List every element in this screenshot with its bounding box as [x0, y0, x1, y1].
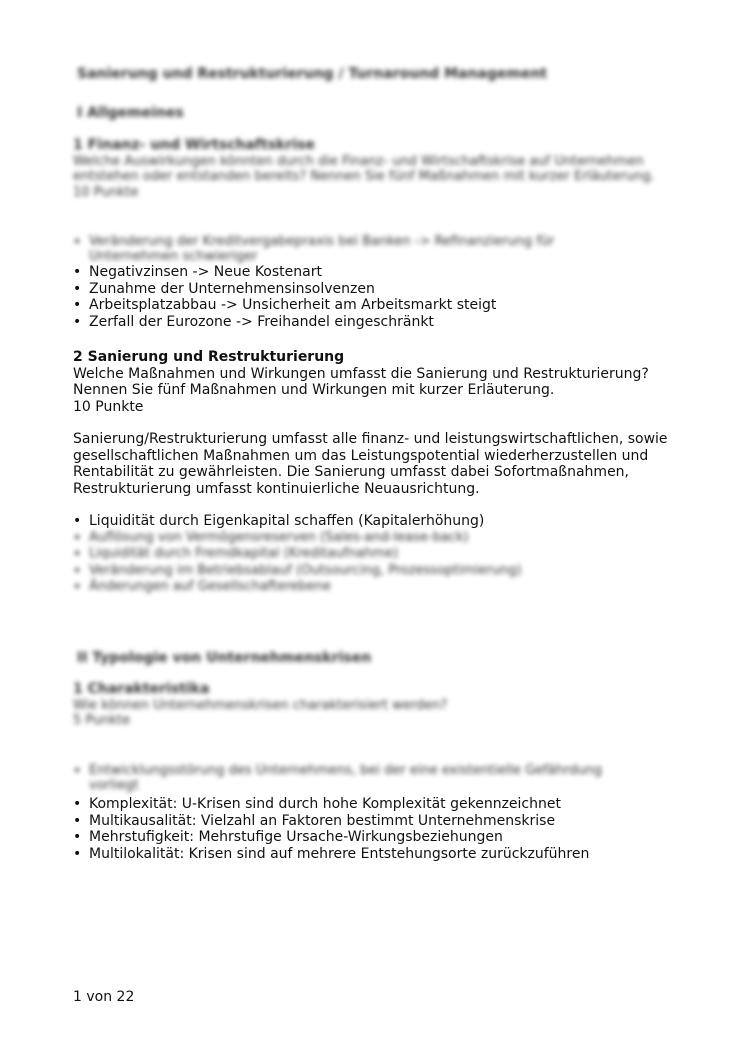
section1-question: Welche Auswirkungen könnten durch die Finanz- und Wirtschaftskrise auf Unternehmen entstehen oder entstanden bereits? Nennen Sie fünf Maßnahmen mit kurzer Erläuterung.	[73, 153, 655, 184]
part2-bullet-list	[73, 764, 673, 862]
answer-line: Restrukturierung umfasst kontinuierliche Neuausrichtung.	[73, 480, 480, 497]
section2-block	[73, 349, 673, 415]
part2-section1-question: Wie können Unternehmenskrisen charakterisiert werden?	[73, 697, 448, 713]
part2-section1-block	[73, 682, 673, 729]
list-item: • Entwicklungsstörung des Unternehmens, bei der eine existentielle Gefährdung vorliegt	[73, 764, 649, 793]
section1-points: 10 Punkte	[73, 184, 139, 200]
list-item: • Mehrstufigkeit: Mehrstufige Ursache-Wirkungsbeziehungen	[73, 829, 673, 846]
part2-section1-heading: 1 Charakteristika	[73, 681, 210, 697]
list-item: • Änderungen auf Gesellschafterebene	[73, 579, 673, 596]
part2-section1-points: 5 Punkte	[73, 713, 131, 728]
list-item: • Auflösung von Vermögensreserven (Sales-and-lease-back)	[73, 530, 673, 547]
list-item: • Komplexität: U-Krisen sind durch hohe Komplexität gekennzeichnet	[73, 796, 673, 813]
section1-heading: 1 Finanz- und Wirtschaftskrise	[73, 137, 315, 153]
section1-block	[73, 137, 673, 201]
answer-line: gesellschaftlichen Maßnahmen um das Leistungspotential wiederherzustellen und	[73, 447, 649, 464]
list-item: • Zerfall der Eurozone -> Freihandel eingeschränkt	[73, 314, 673, 331]
page-number: 1 von 22	[73, 989, 135, 1005]
list-item: • Veränderung der Kreditvergabepraxis bei Banken -> Refinanzierung für Unternehmen schwieriger	[73, 235, 619, 264]
section2-question-line2: Nennen Sie fünf Maßnahmen und Wirkungen mit kurzer Erläuterung.	[73, 382, 555, 398]
section1-bullet-list	[73, 235, 673, 330]
answer-line: Rentabilität zu gewährleisten. Die Sanierung umfasst dabei Sofortmaßnahmen,	[73, 464, 630, 480]
section2-question-line1: Welche Maßnahmen und Wirkungen umfasst die Sanierung und Restrukturierung?	[73, 365, 649, 382]
part2-heading: II Typologie von Unternehmenskrisen	[77, 650, 372, 666]
document-title: Sanierung und Restrukturierung / Turnaround Management	[77, 66, 548, 82]
list-item: • Veränderung im Betriebsablauf (Outsourcing, Prozessoptimierung)	[73, 563, 673, 580]
list-item: • Multilokalität: Krisen sind auf mehrere Entstehungsorte zurückzuführen	[73, 846, 673, 863]
section2-points: 10 Punkte	[73, 398, 144, 415]
list-item: • Arbeitsplatzabbau -> Unsicherheit am Arbeitsmarkt steigt	[73, 297, 673, 314]
answer-line: Sanierung/Restrukturierung umfasst alle finanz- und leistungswirtschaftlichen, sowie	[73, 431, 668, 447]
section2-bullet-list	[73, 513, 673, 596]
list-item: • Liquidität durch Eigenkapital schaffen (Kapitalerhöhung)	[73, 513, 673, 530]
part1-heading: I Allgemeines	[77, 105, 184, 121]
list-item: • Multikausalität: Vielzahl an Faktoren bestimmt Unternehmenskrise	[73, 813, 673, 830]
list-item: • Negativzinsen -> Neue Kostenart	[73, 264, 673, 281]
section2-heading: 2 Sanierung und Restrukturierung	[73, 349, 345, 365]
section2-answer	[73, 431, 693, 497]
list-item: • Zunahme der Unternehmensinsolvenzen	[73, 281, 673, 298]
list-item: • Liquidität durch Fremdkapital (Kreditaufnahme)	[73, 546, 673, 563]
